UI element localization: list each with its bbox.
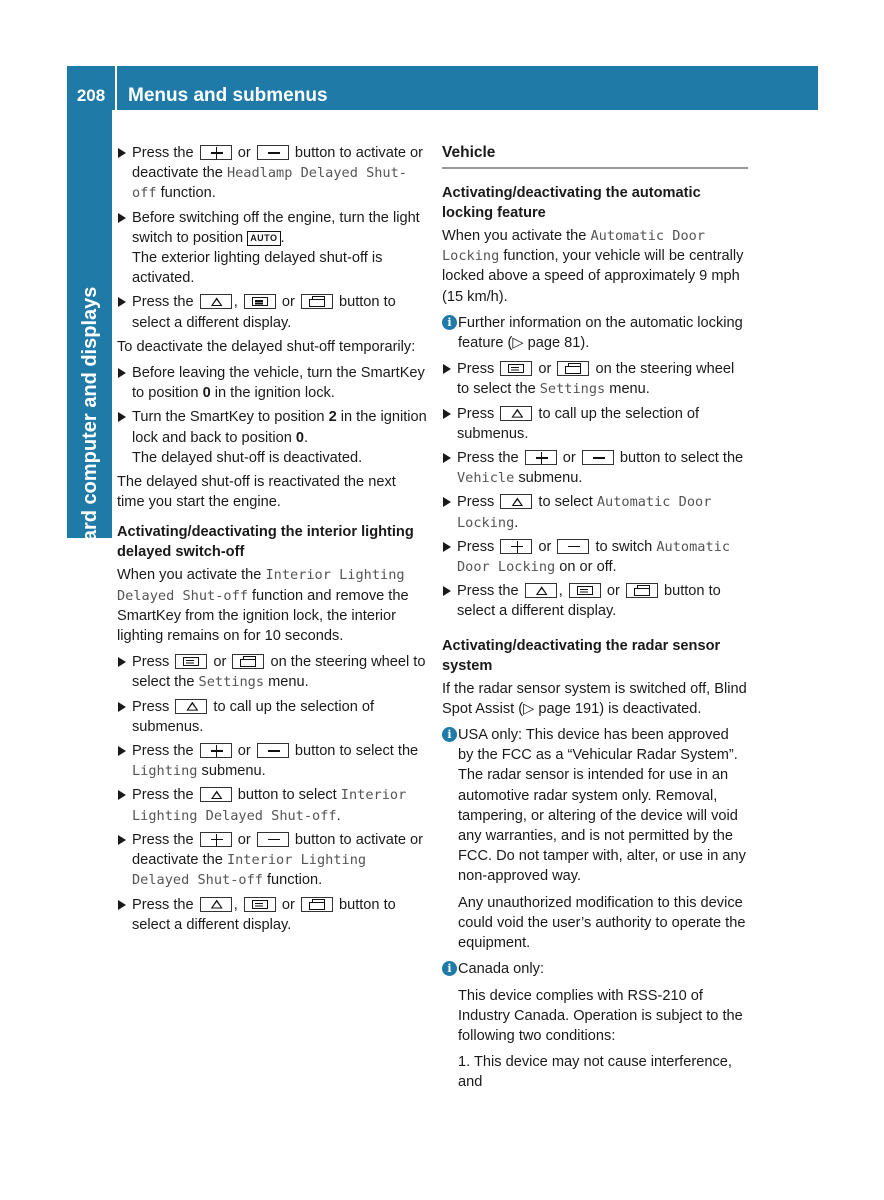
page-forward-button-icon bbox=[301, 294, 333, 309]
section-heading: Activating/deactivating the automatic locking feature bbox=[442, 185, 701, 221]
plus-button-icon bbox=[200, 743, 232, 758]
paragraph: 1. This device may not cause interference, and bbox=[458, 1054, 732, 1091]
home-button-icon bbox=[200, 787, 232, 802]
section-title: Vehicle bbox=[442, 143, 748, 169]
paragraph: When you activate the Automatic Door Locking function, your vehicle will be centrally locked above a speed of approximately 9 mph (15 km/h). bbox=[442, 228, 744, 305]
minus-button-icon bbox=[257, 832, 289, 847]
page-header bbox=[67, 66, 818, 110]
minus-button-icon bbox=[557, 539, 589, 554]
plus-button-icon bbox=[200, 145, 232, 160]
section-heading: Activating/deactivating the interior lighting delayed switch-off bbox=[117, 524, 414, 561]
paragraph: Any unauthorized modification to this device could void the user’s authority to operate the equipment. bbox=[458, 894, 746, 952]
step-smartkey-2: Turn the SmartKey to position 2 in the ignition lock and back to position 0. The delayed shut-off is deactivated. bbox=[117, 407, 427, 468]
paragraph: To deactivate the delayed shut-off temporarily: bbox=[117, 338, 416, 355]
step-lighting-submenu: Press the or button to select the Lighting submenu. bbox=[117, 741, 427, 781]
step-submenus: Press to call up the selection of submenus. bbox=[442, 404, 748, 444]
step-activate-headlamp: Press the or button to activate or deactivate the Headlamp Delayed Shut-off function. bbox=[117, 143, 427, 204]
info-icon: i bbox=[442, 315, 457, 330]
info-icon: i bbox=[442, 961, 457, 976]
info-note: i USA only: This device has been approved by the FCC as a “Vehicular Radar System”. The radar sensor is intended for use in an automotive radar system only. Removal, tampering, or altering of the device will void any warranties, and is not permitted by the FCC. Do not tamper with, alter, or use in any non-approved way. bbox=[442, 725, 748, 887]
page-forward-button-icon bbox=[232, 654, 264, 669]
paragraph: If the radar sensor system is switched off, Blind Spot Assist (▷ page 191) is deactivated. bbox=[442, 680, 747, 717]
step-select-door-locking: Press to select Automatic Door Locking. bbox=[442, 492, 748, 532]
info-note: i Further information on the automatic locking feature (▷ page 81). bbox=[442, 313, 748, 353]
left-column bbox=[117, 143, 427, 939]
home-button-icon bbox=[200, 294, 232, 309]
chapter-title: On-board computer and displays bbox=[79, 286, 101, 600]
minus-button-icon bbox=[257, 743, 289, 758]
page-back-button-icon bbox=[500, 361, 532, 376]
page-back-button-icon bbox=[175, 654, 207, 669]
page-back-button-icon bbox=[244, 294, 276, 309]
step-activate-interior: Press the or button to activate or deactivate the Interior Lighting Delayed Shut-off function. bbox=[117, 830, 427, 891]
page-forward-button-icon bbox=[301, 897, 333, 912]
step-settings-menu: Press or on the steering wheel to select the Settings menu. bbox=[117, 652, 427, 692]
home-button-icon bbox=[500, 406, 532, 421]
info-icon: i bbox=[442, 727, 457, 742]
home-button-icon bbox=[200, 897, 232, 912]
page-forward-button-icon bbox=[626, 583, 658, 598]
chapter-sidebar bbox=[67, 110, 112, 600]
step-toggle-door-locking: Press or to switch Automatic Door Locking on or off. bbox=[442, 537, 748, 577]
step-submenus: Press to call up the selection of submenus. bbox=[117, 697, 427, 737]
page-back-button-icon bbox=[569, 583, 601, 598]
step-select-display: Press the , or button to select a different display. bbox=[442, 581, 748, 621]
step-vehicle-submenu: Press the or button to select the Vehicle submenu. bbox=[442, 448, 748, 488]
page-title: Menus and submenus bbox=[128, 85, 328, 106]
section-heading: Activating/deactivating the radar sensor system bbox=[442, 637, 721, 674]
auto-switch-icon: AUTO bbox=[247, 231, 280, 246]
plus-button-icon bbox=[525, 450, 557, 465]
minus-button-icon bbox=[257, 145, 289, 160]
step-select-display: Press the , or button to select a different display. bbox=[117, 895, 427, 935]
paragraph: When you activate the Interior Lighting Delayed Shut-off function and remove the SmartKey from the ignition lock, the interior lighting remains on for 10 seconds. bbox=[117, 567, 409, 645]
page-back-button-icon bbox=[244, 897, 276, 912]
minus-button-icon bbox=[582, 450, 614, 465]
step-smartkey-0: Before leaving the vehicle, turn the SmartKey to position 0 in the ignition lock. bbox=[117, 363, 427, 403]
paragraph: This device complies with RSS-210 of Industry Canada. Operation is subject to the following two conditions: bbox=[458, 987, 743, 1044]
step-select-display: Press the , or button to select a different display. bbox=[117, 292, 427, 332]
plus-button-icon bbox=[200, 832, 232, 847]
step-settings-menu: Press or on the steering wheel to select the Settings menu. bbox=[442, 359, 748, 399]
page-number: 208 bbox=[76, 86, 106, 105]
page-forward-button-icon bbox=[557, 361, 589, 376]
paragraph: The delayed shut-off is reactivated the next time you start the engine. bbox=[117, 474, 396, 511]
step-select-interior: Press the button to select Interior Lighting Delayed Shut-off. bbox=[117, 785, 427, 825]
step-light-switch: Before switching off the engine, turn the light switch to position AUTO . The exterior lighting delayed shut-off is activated. bbox=[117, 208, 427, 289]
home-button-icon bbox=[525, 583, 557, 598]
header-divider bbox=[115, 66, 117, 110]
home-button-icon bbox=[500, 494, 532, 509]
home-button-icon bbox=[175, 699, 207, 714]
right-column bbox=[442, 143, 748, 1099]
plus-button-icon bbox=[500, 539, 532, 554]
info-note: i Canada only: bbox=[442, 959, 748, 979]
